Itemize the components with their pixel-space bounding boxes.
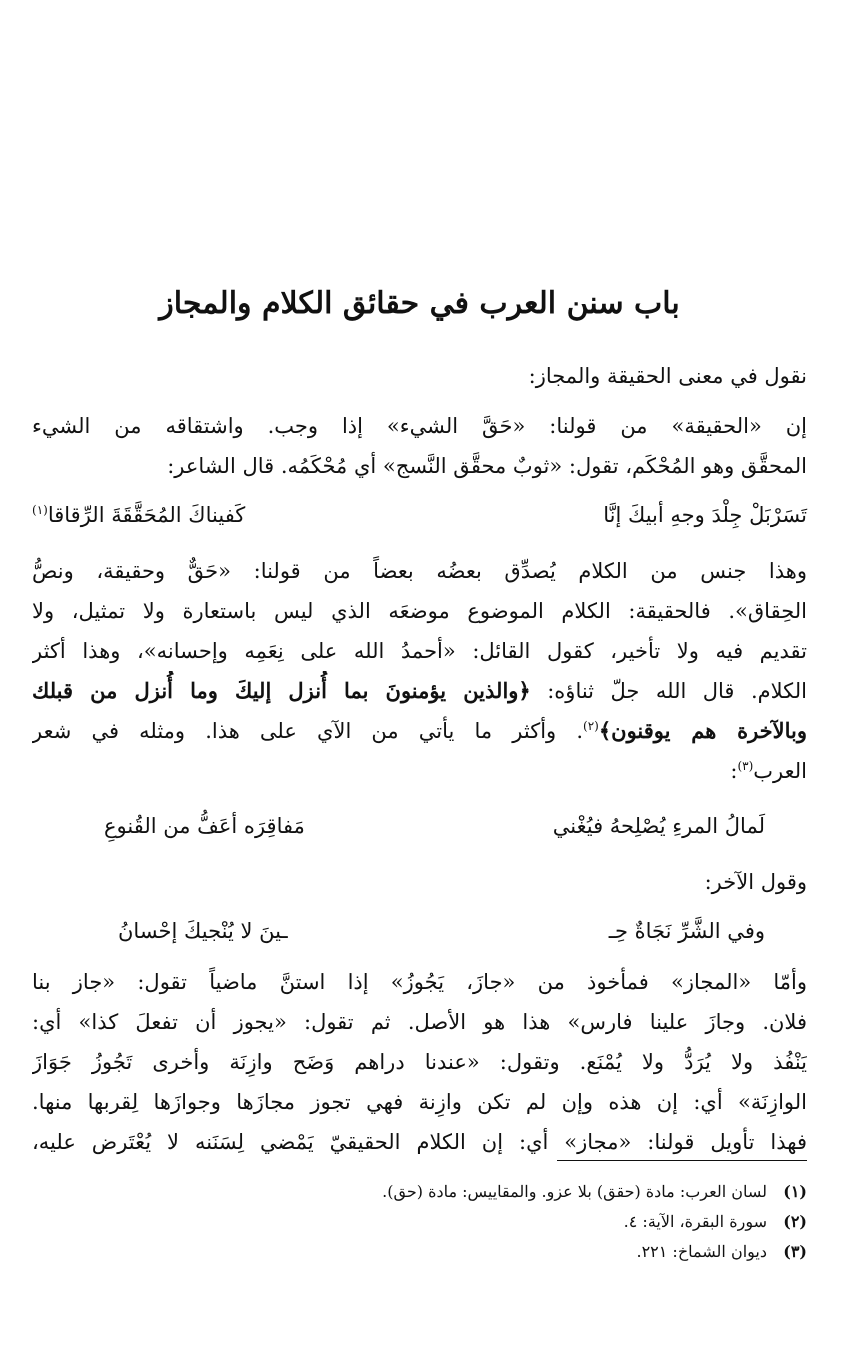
chapter-title: باب سنن العرب في حقائق الكلام والمجاز xyxy=(159,286,680,321)
paragraph-line: الوازِنَة» أي: إن هذه وإن لم تكن وازِنة فهي تجوز مجازَها وجوازَها لِقربها منها. xyxy=(32,1090,807,1114)
paragraph-line: وهذا جنس من الكلام يُصدِّق بعضُه بعضاً من قولنا: «حَقٌّ وحقيقة، ونصُّ xyxy=(32,559,807,583)
quran-quote: ﴿والذين يؤمنونَ بما أُنزل إليكَ وما أُنزل من قبلك xyxy=(32,678,531,703)
intro-paragraph xyxy=(32,356,807,396)
verse-2-first-hemistich: لَمالُ المرءِ يُصْلِحهُ فيُغْني xyxy=(552,814,765,838)
footnote-ref-1: (١) xyxy=(32,503,48,517)
verse-2 xyxy=(32,806,807,846)
footnote-number: (٣) xyxy=(783,1242,807,1261)
paragraph-line xyxy=(32,671,807,711)
paragraph-line-text: الكلام. قال الله جلّ ثناؤه: xyxy=(547,679,807,703)
paragraph-line: فلان. وجازَ علينا فارس» هذا هو الأصل. ثم تقول: «يجوز أن تفعلَ كذا» أي: xyxy=(32,1010,807,1034)
other-poet-intro-line: وقول الآخر: xyxy=(704,870,807,894)
footnote-ref-2: (٢) xyxy=(583,719,599,733)
footnote-text: ديوان الشماخ: ٢٢١. xyxy=(636,1242,767,1261)
footnote-number: (٢) xyxy=(783,1212,807,1231)
paragraph-line: الحِقاق». فالحقيقة: الكلام الموضوع موضعَه الذي ليس باستعارة ولا تمثيل، ولا xyxy=(32,599,807,623)
footnote-number: (١) xyxy=(783,1182,807,1201)
paragraph-line xyxy=(32,751,807,791)
paragraph-haqiqa-definition xyxy=(32,406,807,486)
paragraph-haqiqa-explanation xyxy=(32,551,807,791)
paragraph-line: يَنْفُذ ولا يُرَدُّ ولا يُمْنَع. وتقول: «عندنا دراهم وَضَح وازِنَة وأخرى تَجُوزُ جَوَازَ xyxy=(32,1050,807,1074)
paragraph-line: وأمّا «المجاز» فمأخوذ من «جازَ، يَجُوزُ» إذا استنَّ ماضياً تقول: «جاز بنا xyxy=(32,970,807,994)
other-poet-intro xyxy=(32,862,807,902)
paragraph-line: إن «الحقيقة» من قولنا: «حَقَّ الشيء» إذا وجب. واشتقاقه من الشيء xyxy=(32,414,807,438)
book-page xyxy=(32,0,807,1364)
paragraph-line: فهذا تأويل قولنا: «مجاز» أي: إن الكلام الحقيقيّ يَمْضي لِسَنَنه لا يُعْتَرض عليه، xyxy=(32,1130,807,1154)
paragraph-line xyxy=(32,711,807,751)
paragraph-line-text: العرب xyxy=(753,759,807,783)
paragraph-majaz xyxy=(32,962,807,1162)
verse-1-second-hemistich-text: كَفيناكَ المُحَقَّقَةَ الرِّقاقا xyxy=(47,503,246,527)
colon: : xyxy=(730,759,738,783)
verse-2-second-hemistich: مَفاقِرَه أعَفُّ من القُنوعِ xyxy=(104,814,305,838)
footnote-text: سورة البقرة، الآية: ٤. xyxy=(623,1212,767,1231)
paragraph-line-text: . وأكثر ما يأتي من الآي على هذا. ومثله في شعر xyxy=(32,719,584,743)
verse-3-second-hemistich: ـينَ لا يُنْجيكَ إحْسانُ xyxy=(118,919,288,943)
verse-1-second-hemistich xyxy=(32,495,245,535)
footnote-text: لسان العرب: مادة (حقق) بلا عزو. والمقاييس: مادة (حق). xyxy=(382,1182,767,1201)
verse-3-first-hemistich: وفي الشَّرِّ نَجَاةٌ حِـ xyxy=(608,919,765,943)
footnotes xyxy=(32,1177,807,1267)
intro-line: نقول في معنى الحقيقة والمجاز: xyxy=(528,364,807,388)
footnote-item xyxy=(32,1177,807,1207)
footnote-item xyxy=(32,1237,807,1267)
quran-quote-end: وبالآخرة هم يوقنون﴾ xyxy=(598,718,807,743)
verse-1 xyxy=(32,495,807,535)
footnote-divider xyxy=(557,1160,807,1161)
verse-3 xyxy=(32,911,807,951)
paragraph-line: المحقَّق وهو المُحْكَم، تقول: «ثوبٌ محقَّق النَّسج» أي مُحْكَمُه. قال الشاعر: xyxy=(167,454,807,478)
footnote-item xyxy=(32,1207,807,1237)
footnote-ref-3: (٣) xyxy=(737,759,754,773)
paragraph-line: تقديم فيه ولا تأخير، كقول القائل: «أحمدُ الله على نِعَمِه وإحسانه»، وهذا أكثر xyxy=(32,639,807,663)
verse-1-first-hemistich: تَسَرْبَلْ جِلْدَ وجهِ أبيكَ إنَّا xyxy=(603,503,807,527)
